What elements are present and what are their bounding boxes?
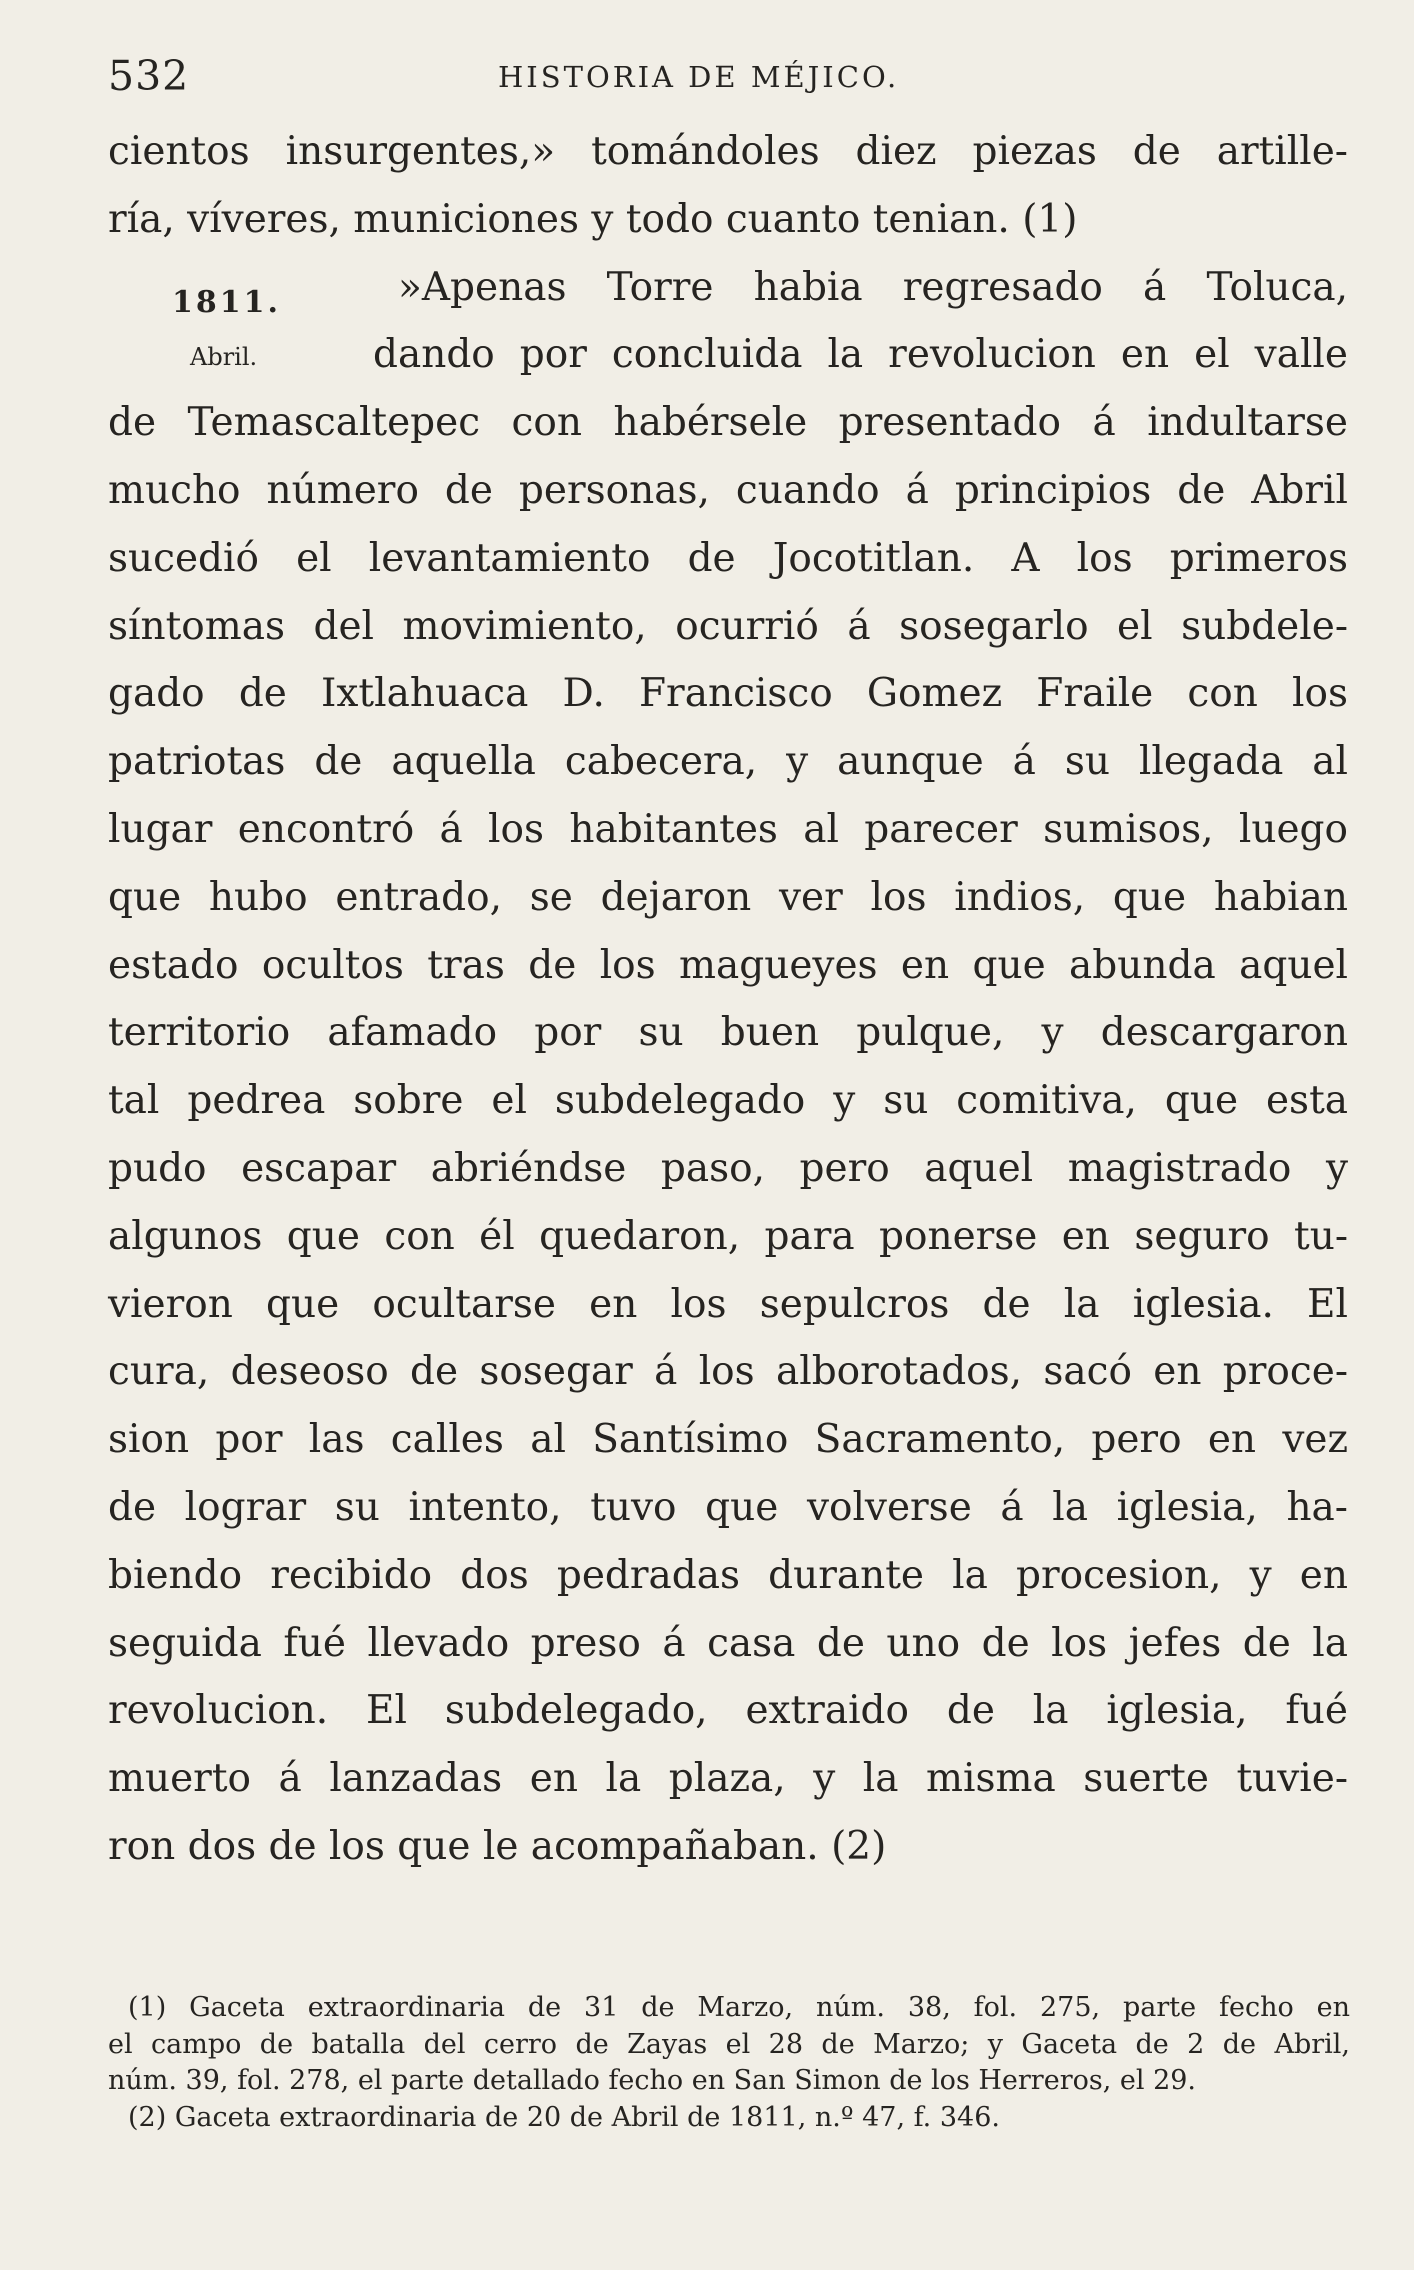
text-line: sion por las calles al Santísimo Sacramento, pero en vez bbox=[108, 1417, 1348, 1463]
body-text bbox=[108, 118, 1348, 1881]
text-line: que hubo entrado, se dejaron ver los indios, que habian bbox=[108, 874, 1348, 920]
text-line: biendo recibido dos pedradas durante la procesion, y en bbox=[108, 1552, 1348, 1598]
text-line: pudo escapar abriéndse paso, pero aquel magistrado y bbox=[108, 1145, 1348, 1191]
page-number: 532 bbox=[108, 52, 190, 100]
text-line: cura, deseoso de sosegar á los alborotados, sacó en proce- bbox=[108, 1349, 1348, 1395]
text-line: síntomas del movimiento, ocurrió á sosegarlo el subdele- bbox=[108, 603, 1348, 649]
margin-note-month: Abril. bbox=[190, 343, 258, 371]
footnote-line: (1) Gaceta extraordinaria de 31 de Marzo, núm. 38, fol. 275, parte fecho en bbox=[128, 1992, 1350, 2023]
text-line: de Temascaltepec con habérsele presentado á indultarse bbox=[108, 400, 1348, 446]
text-line: sucedió el levantamiento de Jocotitlan. A los primeros bbox=[108, 535, 1348, 581]
text-line: lugar encontró á los habitantes al parecer sumisos, luego bbox=[108, 806, 1348, 852]
text-line: gado de Ixtlahuaca D. Francisco Gomez Fraile con los bbox=[108, 671, 1348, 717]
text-line: seguida fué llevado preso á casa de uno de los jefes de la bbox=[108, 1620, 1348, 1666]
text-line: algunos que con él quedaron, para ponerse en seguro tu- bbox=[108, 1213, 1348, 1259]
text-line: dando por concluida la revolucion en el valle bbox=[373, 332, 1348, 378]
text-line: ría, víveres, municiones y todo cuanto tenian. (1) bbox=[108, 196, 1078, 242]
text-line: vieron que ocultarse en los sepulcros de la iglesia. El bbox=[108, 1281, 1348, 1327]
running-title: HISTORIA DE MÉJICO. bbox=[498, 60, 900, 94]
text-line: mucho número de personas, cuando á principios de Abril bbox=[108, 467, 1348, 513]
text-line: territorio afamado por su buen pulque, y descargaron bbox=[108, 1010, 1348, 1056]
text-line: de lograr su intento, tuvo que volverse á la iglesia, ha- bbox=[108, 1484, 1348, 1530]
footnote-line: (2) Gaceta extraordinaria de 20 de Abril de 1811, n.º 47, f. 346. bbox=[128, 2101, 1000, 2133]
footnote-line: el campo de batalla del cerro de Zayas el 28 de Marzo; y Gaceta de 2 de Abril, bbox=[108, 2028, 1350, 2060]
footnote-line: núm. 39, fol. 278, el parte detallado fecho en San Simon de los Herreros, el 29. bbox=[108, 2065, 1197, 2096]
text-line: »Apenas Torre habia regresado á Toluca, bbox=[398, 264, 1348, 310]
footnotes bbox=[108, 1990, 1350, 2136]
text-line: muerto á lanzadas en la plaza, y la misma suerte tuvie- bbox=[108, 1756, 1348, 1802]
margin-note-year: 1811. bbox=[172, 285, 281, 320]
text-line: tal pedrea sobre el subdelegado y su comitiva, que esta bbox=[108, 1078, 1348, 1124]
text-line: revolucion. El subdelegado, extraido de la iglesia, fué bbox=[108, 1688, 1348, 1734]
text-line: ron dos de los que le acompañaban. (2) bbox=[108, 1823, 887, 1869]
text-line: patriotas de aquella cabecera, y aunque á su llegada al bbox=[108, 739, 1348, 785]
text-line: estado ocultos tras de los magueyes en que abunda aquel bbox=[108, 942, 1348, 988]
text-line: cientos insurgentes,» tomándoles diez piezas de artille- bbox=[108, 129, 1348, 174]
